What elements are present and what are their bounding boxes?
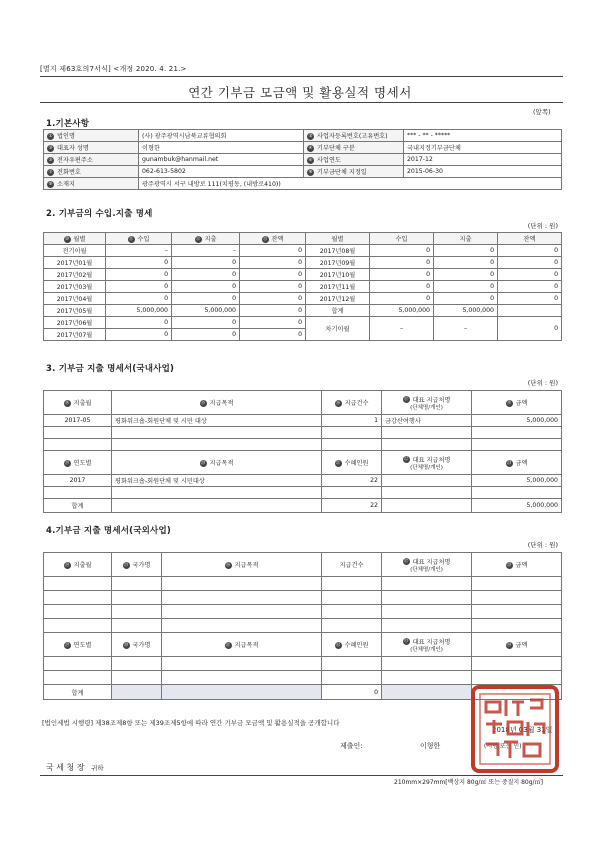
table-row (44, 269, 562, 281)
official-seal-icon (470, 684, 560, 774)
month-cell: 2017-05 (44, 415, 112, 427)
income-cell: 5,000,000 (106, 305, 172, 317)
col-month (44, 553, 112, 577)
col-purpose (162, 633, 322, 657)
purpose-cell: 평화워크숍-회원단체 및 시민대상 (112, 475, 322, 487)
income-cell: 0 (106, 293, 172, 305)
empty-row (44, 577, 562, 591)
label-text: 기부단체 구분 (317, 145, 355, 152)
overseas-expense-table (43, 552, 562, 700)
balance-cell: 0 (240, 317, 306, 329)
year-cell: 2017 (44, 475, 112, 487)
expense-cell: 5,000,000 (172, 305, 240, 317)
carry-month-cell: 차기이월 (306, 317, 370, 341)
item-number-badge: ⑮ (200, 400, 206, 406)
expense-cell: 0 (172, 281, 240, 293)
expense-cell: 0 (172, 317, 240, 329)
month-cell: 2017년02월 (44, 269, 106, 281)
col-expense (172, 233, 240, 245)
col-amount (472, 633, 562, 657)
disclosure-note: [법인세법 시행령] 제38조제8항 또는 제39조제5항에 따라 연간 기부금 모금액 및 활용실적을 공개합니다 (42, 719, 340, 727)
item-number-badge: ① (48, 133, 53, 139)
title-rule (40, 102, 563, 103)
income-cell: 0 (106, 329, 172, 341)
balance-cell: 0 (498, 293, 562, 305)
table-row (44, 293, 562, 305)
table-row (44, 317, 562, 329)
income-expense-table (43, 232, 562, 341)
item-number-badge: ⑪ (128, 236, 134, 242)
income-cell: 0 (106, 257, 172, 269)
basic-info-row (44, 142, 562, 154)
table-header-row (44, 391, 562, 415)
item-number-badge: ⑨ (48, 181, 53, 187)
empty-row (44, 619, 562, 633)
seal-note: (서명 또는 인) (484, 743, 522, 750)
table-header-row (44, 233, 562, 245)
col-year (44, 633, 112, 657)
month-cell: 2017년04월 (44, 293, 106, 305)
label-text: 기부금단체 지정일 (317, 169, 367, 176)
label-text: 소재지 (57, 181, 75, 188)
balance-cell: 0 (240, 281, 306, 293)
section3-title: 3. 기부금 지출 명세서(국내사업) (46, 364, 175, 374)
col-label: 지급목적 (209, 460, 234, 467)
col-income (106, 233, 172, 245)
recipient-suffix: 귀하 (91, 764, 104, 772)
col-label: 금액 (515, 460, 528, 467)
label-text: 전자우편주소 (57, 157, 93, 164)
submitter-name: 이형한 (420, 742, 441, 750)
col-year (44, 451, 112, 475)
table-row (44, 257, 562, 269)
expense-cell: 0 (434, 269, 498, 281)
col-beneficiaries (322, 451, 382, 475)
income-cell: 0 (106, 317, 172, 329)
document-title: 연간 기부금 모금액 및 활용실적 명세서 (188, 85, 412, 100)
month-cell: 2017년09월 (306, 257, 370, 269)
balance-cell: 0 (240, 245, 306, 257)
col-label: 지출 (204, 236, 217, 243)
top-rule (40, 76, 563, 77)
item-number-badge: ⑧ (308, 169, 313, 175)
expense-cell: – (172, 245, 240, 257)
field-value: 2015-06-30 (404, 166, 562, 178)
carry-expense-cell: – (434, 317, 498, 341)
field-label (44, 142, 139, 154)
col-country (112, 633, 162, 657)
col-payee (382, 391, 472, 415)
item-number-badge: ⑫ (195, 236, 201, 242)
income-cell: 0 (106, 281, 172, 293)
month-cell: 2017년07월 (44, 329, 106, 341)
item-number-badge: ⑰ (403, 397, 409, 402)
col-label: 금액 (515, 642, 528, 649)
expense-cell: 0 (172, 293, 240, 305)
section2-unit: (단위 : 원) (527, 222, 558, 230)
col-purpose (112, 451, 322, 475)
recipient-name: 국 세 청 장 (46, 763, 85, 772)
balance-cell: 0 (240, 329, 306, 341)
balance-cell: 0 (240, 269, 306, 281)
field-value: gunambuk@hanmail.net (139, 154, 304, 166)
field-label (44, 178, 139, 190)
balance-cell: 0 (498, 269, 562, 281)
income-cell: 0 (370, 269, 434, 281)
empty-row (44, 671, 562, 685)
total-amount: 0 (472, 685, 562, 700)
month-cell: 2017년01월 (44, 257, 106, 269)
col-label: 지출월 (73, 400, 92, 407)
col-beneficiaries (322, 633, 382, 657)
month-cell: 2017년11월 (306, 281, 370, 293)
bottom-rule (40, 775, 563, 776)
col-sublabel: (단체명/개인) (410, 464, 443, 471)
expense-cell: 0 (172, 257, 240, 269)
col-label: 연도별 (73, 460, 92, 467)
col-label: 지급목적 (209, 400, 234, 407)
paper-spec: 210mm×297mm[백상지 80g/㎡ 또는 중질지 80g/㎡] (394, 779, 543, 786)
carry-income-cell: – (370, 317, 434, 341)
expense-cell: 0 (172, 329, 240, 341)
item-number-badge: ⑦ (48, 169, 53, 175)
col-label: 수입 (137, 236, 150, 243)
col-label: 대표 지급처명 (412, 396, 451, 404)
submitter-label: 제출인: (340, 742, 363, 750)
col-month (44, 391, 112, 415)
table-header-row (44, 553, 562, 577)
table-row (44, 305, 562, 317)
label-text: 대표자 성명 (57, 145, 89, 152)
income-cell: 0 (370, 245, 434, 257)
item-number-badge: ㉜ (335, 642, 341, 648)
field-label (44, 166, 139, 178)
field-label (44, 154, 139, 166)
col-count (322, 391, 382, 415)
item-number-badge: ㉑ (335, 460, 341, 466)
item-number-badge: ⑲ (64, 460, 70, 466)
total-row (44, 499, 562, 513)
balance-cell: 0 (498, 245, 562, 257)
col-payee (382, 451, 472, 475)
item-number-badge: ⑱ (506, 400, 512, 406)
balance-cell: 0 (240, 305, 306, 317)
col-sublabel: (단체명/개인) (410, 404, 443, 411)
col-label: 금액 (515, 400, 528, 407)
item-number-badge: ④ (308, 145, 313, 151)
item-number-badge: ㉔ (64, 562, 70, 568)
month-cell: 2017년08월 (306, 245, 370, 257)
col-label: 지급건수 (344, 400, 369, 407)
month-cell: 합계 (306, 305, 370, 317)
item-number-badge: ㉚ (123, 642, 129, 648)
submission-date: 2018년 03월 31일 (492, 726, 553, 734)
recipient (46, 762, 104, 773)
col-balance: 잔액 (498, 233, 562, 245)
field-value: 062-613-5802 (139, 166, 304, 178)
col-amount (472, 553, 562, 577)
expense-cell: 0 (434, 257, 498, 269)
col-label: 월별 (73, 236, 86, 243)
month-cell: 2017년06월 (44, 317, 106, 329)
field-label (304, 166, 404, 178)
total-label: 합계 (44, 685, 112, 700)
item-number-badge: ㉖ (225, 562, 231, 568)
item-number-badge: ⑬ (262, 236, 268, 242)
col-count: 지급건수 (322, 553, 382, 577)
address-value: 광주광역시 서구 내방로 111(치평동, (내방로410)) (139, 178, 562, 190)
col-payee (382, 553, 472, 577)
field-value: 2017-12 (404, 154, 562, 166)
income-cell: 0 (370, 257, 434, 269)
field-value: (사) 광주광역시남북교류협의회 (139, 130, 304, 142)
total-count: 22 (322, 499, 382, 513)
total-amount: 5,000,000 (472, 499, 562, 513)
col-label: 연도별 (73, 642, 92, 649)
balance-cell: 0 (240, 257, 306, 269)
carry-balance-cell: 0 (498, 317, 562, 341)
page-side-label: (앞쪽) (533, 108, 551, 116)
label-text: 전화번호 (57, 169, 81, 176)
label-text: 사업자등록번호(고유번호) (317, 133, 388, 140)
balance-cell: 0 (498, 257, 562, 269)
col-sublabel: (단체명/개인) (410, 566, 443, 573)
col-label: 지출월 (73, 562, 92, 569)
section4-unit: (단위 : 원) (527, 541, 558, 549)
item-number-badge: ⑥ (308, 157, 313, 163)
empty-row (44, 439, 562, 451)
col-label: 대표 지급처명 (412, 638, 451, 646)
item-number-badge: ㉕ (123, 562, 129, 568)
col-label: 수혜인원 (344, 460, 369, 467)
income-cell: 0 (370, 293, 434, 305)
month-cell: 2017년12월 (306, 293, 370, 305)
col-country (112, 553, 162, 577)
expense-cell: 0 (172, 269, 240, 281)
basic-info-row (44, 130, 562, 142)
table-row (44, 281, 562, 293)
col-payee (382, 633, 472, 657)
payee-cell (382, 475, 472, 487)
col-label: 국가명 (132, 642, 151, 649)
form-code: [별지 제63호의7서식] <개정 2020. 4. 21.> (40, 65, 187, 73)
item-number-badge: ⑩ (64, 236, 70, 242)
section4-title: 4.기부금 지출 명세서(국외사업) (46, 526, 171, 536)
month-cell: 2017년10월 (306, 269, 370, 281)
col-label: 국가명 (132, 562, 151, 569)
expense-cell: 0 (434, 281, 498, 293)
field-value: 이형한 (139, 142, 304, 154)
item-number-badge: ㉞ (506, 642, 512, 648)
label-text: 사업연도 (317, 157, 341, 164)
col-income: 수입 (370, 233, 434, 245)
item-number-badge: ㉒ (403, 457, 409, 462)
address-row (44, 178, 562, 190)
purpose-cell: 평화워크숍-회원단체 및 시민 대상 (112, 415, 322, 427)
col-label: 대표 지급처명 (412, 456, 451, 464)
item-number-badge: ⑳ (200, 460, 206, 466)
month-cell: 2017년03월 (44, 281, 106, 293)
col-balance (240, 233, 306, 245)
table-row (44, 475, 562, 487)
col-amount (472, 391, 562, 415)
table-row (44, 415, 562, 427)
col-month (44, 233, 106, 245)
item-number-badge: ③ (48, 145, 53, 151)
balance-cell: 0 (498, 281, 562, 293)
empty-row (44, 487, 562, 499)
empty-row (44, 605, 562, 619)
month-cell: 전기이월 (44, 245, 106, 257)
col-label: 지급목적 (234, 642, 259, 649)
income-cell: 0 (106, 269, 172, 281)
empty-row (44, 657, 562, 671)
field-label (44, 130, 139, 142)
empty-row (44, 591, 562, 605)
table-header-row (44, 451, 562, 475)
item-number-badge: ② (308, 133, 313, 139)
item-number-badge: ⑭ (64, 400, 70, 406)
col-label: 잔액 (271, 236, 284, 243)
month-cell: 2017년05월 (44, 305, 106, 317)
col-label: 대표 지급처명 (412, 558, 451, 566)
col-purpose (162, 553, 322, 577)
total-label: 합계 (44, 499, 112, 513)
item-number-badge: ㉝ (403, 639, 409, 644)
section3-unit: (단위 : 원) (527, 379, 558, 387)
col-sublabel: (단체명/개인) (410, 646, 443, 653)
expense-cell: 5,000,000 (434, 305, 498, 317)
count-cell: 22 (322, 475, 382, 487)
amount-cell: 5,000,000 (472, 475, 562, 487)
payee-cell: 금강산여행사 (382, 415, 472, 427)
table-header-row (44, 633, 562, 657)
amount-cell: 5,000,000 (472, 415, 562, 427)
domestic-expense-table (43, 390, 562, 513)
basic-info-row (44, 166, 562, 178)
item-number-badge: ㉙ (64, 642, 70, 648)
col-label: 금액 (515, 562, 528, 569)
balance-cell: 0 (240, 293, 306, 305)
expense-cell: 0 (434, 245, 498, 257)
count-cell: 1 (322, 415, 382, 427)
income-cell: 5,000,000 (370, 305, 434, 317)
item-number-badge: ㉘ (506, 562, 512, 568)
item-number-badge: ⑤ (48, 157, 53, 163)
item-number-badge: ㉓ (506, 460, 512, 466)
col-month: 월별 (306, 233, 370, 245)
field-label (304, 142, 404, 154)
balance-cell (498, 305, 562, 317)
item-number-badge: ⑯ (335, 400, 341, 406)
col-purpose (112, 391, 322, 415)
field-value: 국내지정기부금단체 (404, 142, 562, 154)
item-number-badge: ㉛ (225, 642, 231, 648)
col-label: 지급목적 (234, 562, 259, 569)
basic-info-table (43, 129, 562, 190)
item-number-badge: ㉗ (403, 559, 409, 564)
col-expense: 지출 (434, 233, 498, 245)
total-count: 0 (322, 685, 382, 700)
field-label (304, 130, 404, 142)
col-amount (472, 451, 562, 475)
expense-cell: 0 (434, 293, 498, 305)
section2-title: 2. 기부금의 수입.지출 명세 (46, 209, 153, 219)
empty-row (44, 427, 562, 439)
table-row (44, 245, 562, 257)
field-value: *** - ** - ***** (404, 130, 562, 142)
income-cell: 0 (370, 281, 434, 293)
field-label (304, 154, 404, 166)
col-label: 수혜인원 (344, 642, 369, 649)
section1-title: 1.기본사항 (46, 119, 90, 129)
label-text: 법인명 (57, 133, 75, 140)
basic-info-row (44, 154, 562, 166)
income-cell: – (106, 245, 172, 257)
